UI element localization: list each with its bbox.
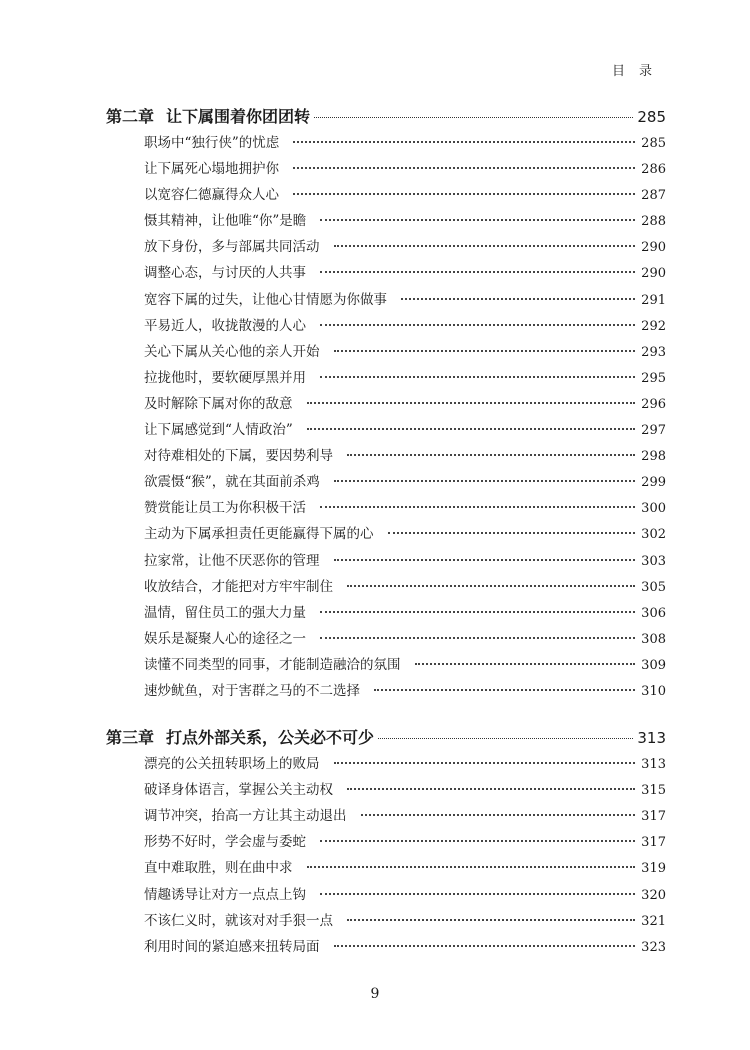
entry-title: 拉拢他时，要软硬厚黑并用	[144, 369, 306, 386]
entry-page-number: 300	[641, 501, 666, 517]
entry-title: 调整心态，与讨厌的人共事	[144, 265, 306, 282]
dot-leader	[314, 117, 633, 118]
chapter-number: 第二章	[106, 107, 155, 126]
dot-leader	[320, 271, 635, 273]
dot-leader	[320, 611, 635, 613]
entry-page-number: 305	[641, 579, 666, 595]
dot-leader	[320, 637, 635, 639]
entry-title: 以宽容仁德赢得众人心	[144, 187, 279, 204]
toc-entry[interactable]	[106, 234, 666, 260]
dot-leader	[307, 866, 636, 868]
entry-title: 对待难相处的下属，要因势利导	[144, 448, 333, 465]
toc-entry[interactable]	[106, 548, 666, 574]
toc-entry[interactable]	[106, 751, 666, 777]
entry-title: 慑其精神，让他唯“你”是瞻	[144, 213, 307, 230]
entry-title: 职场中“独行侠”的忧虑	[144, 135, 280, 151]
entry-page-number: 320	[641, 887, 666, 903]
entry-title: 欲震慑“猴”，就在其面前杀鸡	[144, 474, 320, 491]
toc-entry[interactable]	[106, 521, 666, 547]
entry-title: 温情，留住员工的强大力量	[144, 604, 306, 621]
dot-leader	[320, 840, 635, 842]
entry-title: 不该仁义时，就该对对手狠一点	[144, 912, 333, 929]
entry-title: 破译身体语言，掌握公关主动权	[144, 782, 333, 799]
entry-title: 关心下属从关心他的亲人开始	[144, 343, 320, 360]
toc-entry[interactable]	[106, 417, 666, 443]
toc-entry[interactable]	[106, 313, 666, 339]
entry-page-number: 317	[641, 835, 666, 851]
dot-leader	[334, 945, 636, 947]
dot-leader	[347, 919, 635, 921]
entry-page-number: 308	[641, 631, 666, 647]
chapter-heading[interactable]	[106, 103, 666, 130]
toc-entry[interactable]	[106, 855, 666, 881]
dot-leader	[307, 428, 635, 430]
entry-page-number: 286	[641, 162, 666, 178]
toc-entry[interactable]	[106, 829, 666, 855]
toc-entry[interactable]	[106, 495, 666, 521]
entry-title: 平易近人，收拢散漫的人心	[144, 317, 306, 334]
dot-leader	[334, 559, 636, 561]
entry-page-number: 287	[641, 188, 666, 204]
dot-leader	[347, 454, 635, 456]
dot-leader	[347, 585, 635, 587]
entry-page-number: 297	[641, 423, 666, 439]
toc-entry[interactable]	[106, 934, 666, 960]
toc-entry[interactable]	[106, 260, 666, 286]
entry-page-number: 285	[641, 136, 666, 151]
dot-leader	[361, 814, 636, 816]
entry-page-number: 319	[641, 861, 666, 877]
toc-entry[interactable]	[106, 156, 666, 182]
chapter-heading[interactable]	[106, 724, 666, 751]
toc-entry[interactable]	[106, 208, 666, 234]
toc-entry[interactable]	[106, 600, 666, 626]
dot-leader	[293, 141, 635, 143]
chapter-gap	[106, 704, 666, 724]
entry-title: 拉家常，让他不厌恶你的管理	[144, 552, 320, 569]
page-number: 9	[370, 986, 380, 1002]
dot-leader	[401, 298, 635, 300]
dot-leader	[307, 402, 636, 404]
entry-page-number: 315	[641, 783, 666, 799]
dot-leader	[374, 689, 635, 691]
entry-title: 及时解除下属对你的敌意	[144, 395, 293, 412]
toc-entry[interactable]	[106, 130, 666, 156]
entry-title: 娱乐是凝聚人心的途径之一	[144, 630, 306, 647]
toc-entry[interactable]	[106, 287, 666, 313]
entry-page-number: 293	[641, 344, 666, 360]
entry-page-number: 310	[641, 683, 666, 699]
entry-page-number: 299	[641, 475, 666, 491]
toc-entry[interactable]	[106, 777, 666, 803]
toc-entry[interactable]	[106, 882, 666, 908]
toc-entry[interactable]	[106, 182, 666, 208]
toc-entry[interactable]	[106, 803, 666, 829]
dot-leader	[320, 376, 635, 378]
entry-page-number: 292	[641, 318, 666, 334]
chapter-number: 第三章	[106, 728, 155, 748]
entry-title: 让下属感觉到“人情政治”	[144, 422, 293, 439]
entry-title: 主动为下属承担责任更能赢得下属的心	[144, 526, 374, 543]
chapter-page-number: 313	[637, 729, 666, 748]
entry-title: 宽容下属的过失，让他心甘情愿为你做事	[144, 291, 387, 308]
entry-title: 读懂不同类型的同事，才能制造融洽的氛围	[144, 656, 401, 673]
entry-page-number: 298	[641, 449, 666, 465]
entry-page-number: 303	[641, 553, 666, 569]
dot-leader	[378, 738, 633, 739]
chapter-title-group	[106, 103, 310, 130]
dot-leader	[320, 893, 635, 895]
toc-entry[interactable]	[106, 574, 666, 600]
entry-page-number: 321	[641, 913, 666, 929]
dot-leader	[334, 480, 635, 482]
entry-page-number: 296	[641, 396, 666, 412]
dot-leader	[320, 219, 635, 221]
entry-title: 调节冲突，抬高一方让其主动退出	[144, 808, 347, 825]
dot-leader	[320, 324, 635, 326]
entry-page-number: 290	[641, 240, 666, 256]
entry-page-number: 291	[641, 292, 666, 308]
entry-title: 速炒鱿鱼，对于害群之马的不二选择	[144, 682, 360, 699]
running-head-title: 目录	[611, 64, 666, 79]
toc-entry[interactable]	[106, 391, 666, 417]
entry-page-number: 306	[641, 605, 666, 621]
entry-page-number: 309	[641, 657, 666, 673]
chapter-page-number: 285	[637, 108, 666, 126]
entry-title: 让下属死心塌地拥护你	[144, 161, 279, 178]
entry-page-number: 290	[641, 266, 666, 282]
entry-page-number: 323	[641, 939, 666, 955]
toc-entry[interactable]	[106, 678, 666, 704]
entry-page-number: 288	[641, 214, 666, 230]
chapter-title: 让下属围着你团团转	[166, 107, 311, 126]
entry-title: 情趣诱导让对方一点点上钩	[144, 886, 306, 903]
toc-entry[interactable]	[106, 443, 666, 469]
toc-entry[interactable]	[106, 469, 666, 495]
dot-leader	[293, 167, 635, 169]
dot-leader	[334, 350, 636, 352]
entry-page-number: 313	[641, 757, 666, 773]
entry-title: 收放结合，才能把对方牢牢制住	[144, 578, 333, 595]
entry-page-number: 295	[641, 370, 666, 386]
entry-title: 直中难取胜，则在曲中求	[144, 860, 293, 877]
dot-leader	[334, 245, 636, 247]
dot-leader	[293, 193, 635, 195]
dot-leader	[388, 532, 636, 534]
toc-entry[interactable]	[106, 626, 666, 652]
entry-title: 形势不好时，学会虚与委蛇	[144, 834, 306, 851]
entry-title: 漂亮的公关扭转职场上的败局	[144, 756, 320, 773]
toc-entry[interactable]	[106, 908, 666, 934]
toc-entry[interactable]	[106, 652, 666, 678]
dot-leader	[415, 663, 636, 665]
entry-page-number: 302	[641, 527, 666, 543]
entry-title: 放下身份，多与部属共同活动	[144, 239, 320, 256]
entry-title: 利用时间的紧迫感来扭转局面	[144, 938, 320, 955]
entry-title: 赞赏能让员工为你积极干活	[144, 500, 306, 517]
dot-leader	[320, 506, 635, 508]
chapter-title: 打点外部关系，公关必不可少	[166, 728, 375, 748]
toc-entry[interactable]	[106, 339, 666, 365]
chapter-title-group	[106, 724, 374, 751]
table-of-contents	[106, 103, 666, 960]
dot-leader	[347, 788, 635, 790]
dot-leader	[334, 762, 636, 764]
toc-entry[interactable]	[106, 365, 666, 391]
entry-page-number: 317	[641, 809, 666, 825]
